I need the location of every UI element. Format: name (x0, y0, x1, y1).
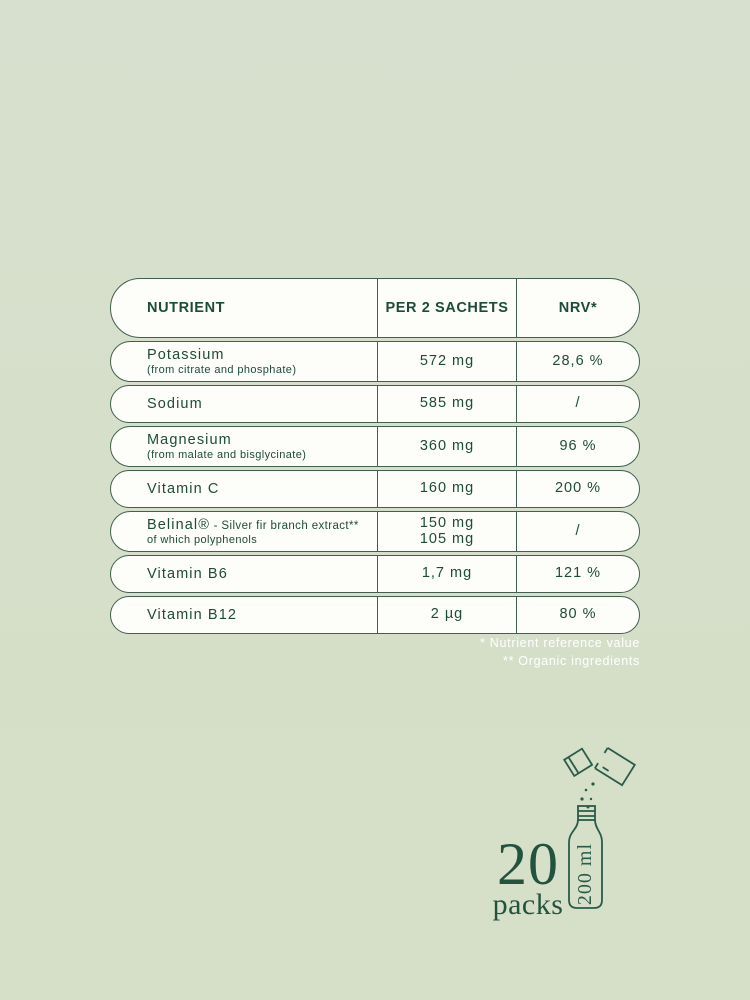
nrv-value: 28,6 % (552, 352, 604, 369)
table-row (110, 426, 640, 467)
nutrient-cell (111, 471, 377, 507)
sachet-icon-right (595, 748, 635, 785)
table-row (110, 555, 640, 593)
amount-cell (377, 512, 516, 551)
nrv-cell (516, 342, 639, 381)
nrv-cell (516, 512, 639, 551)
amount-cell (377, 342, 516, 381)
nrv-cell (516, 427, 639, 466)
table-header-row (110, 278, 640, 338)
nutrient-name: Vitamin B6 (147, 565, 228, 582)
nutrient-subtext: of which polyphenols (147, 533, 258, 546)
amount-value: 160 mg (419, 480, 475, 497)
table-row (110, 470, 640, 508)
amount-value: 572 mg (419, 352, 475, 369)
nutrient-name: Vitamin C (147, 480, 220, 497)
amount-value: 585 mg (419, 395, 475, 412)
pack-count-number: 20 (497, 831, 559, 897)
nutrient-cell (111, 386, 377, 422)
nutrient-cell (111, 427, 377, 466)
header-nutrient-label: NUTRIENT (147, 300, 226, 316)
nutrition-table (110, 278, 640, 637)
nrv-value: / (575, 522, 581, 539)
nutrient-suffix: - Silver fir branch extract** (210, 519, 359, 532)
amount-cell (377, 471, 516, 507)
nrv-value: 96 % (559, 437, 597, 454)
bottle-cap-icon (578, 806, 595, 820)
amount-cell (377, 597, 516, 633)
nutrient-cell (111, 342, 377, 381)
nrv-value: 121 % (554, 565, 602, 582)
nutrition-rows (110, 341, 640, 634)
amount-value: 360 mg (419, 437, 475, 454)
amount-cell (377, 386, 516, 422)
amount-value: 2 µg (430, 606, 464, 623)
nrv-cell (516, 597, 639, 633)
nutrient-name: Potassium (147, 346, 225, 363)
nutrient-name: Vitamin B12 (147, 606, 238, 623)
nrv-cell (516, 556, 639, 592)
nrv-cell (516, 471, 639, 507)
bottle-illustration (545, 733, 665, 933)
nutrient-name: Sodium (147, 395, 203, 412)
amount-value: 1,7 mg (421, 565, 473, 582)
nutrient-cell (111, 556, 377, 592)
amount-cell (377, 427, 516, 466)
table-row (110, 341, 640, 382)
nrv-value: 80 % (559, 606, 597, 623)
sachet-icon-left (564, 749, 592, 776)
nrv-value: / (575, 395, 581, 412)
table-row (110, 385, 640, 423)
footnote-organic: ** Organic ingredients (503, 654, 640, 669)
powder-dots-icon (580, 782, 594, 808)
table-row (110, 511, 640, 552)
footnote-nrv: * Nutrient reference value (480, 636, 640, 650)
table-row (110, 596, 640, 634)
bottle-volume-label: 200 ml (574, 842, 596, 906)
nrv-value: 200 % (554, 480, 602, 497)
footnotes (110, 634, 640, 670)
pack-count-unit: packs (492, 888, 564, 921)
nutrient-subtext: (from malate and bisglycinate) (147, 448, 307, 461)
nutrient-cell (111, 512, 377, 551)
nutrient-subtext: (from citrate and phosphate) (147, 363, 297, 376)
nutrient-name: Magnesium (147, 431, 232, 448)
amount-value-2: 105 mg (419, 530, 475, 547)
header-per-2-sachets-label: PER 2 SACHETS (385, 300, 509, 316)
header-nrv-label: NRV* (558, 300, 598, 316)
header-per-2-sachets (377, 279, 516, 337)
header-nrv (516, 279, 639, 337)
nrv-cell (516, 386, 639, 422)
header-nutrient (111, 279, 377, 337)
amount-value: 150 mg (419, 514, 475, 531)
nutrient-name: Belinal® - Silver fir branch extract** (147, 516, 359, 533)
nutrient-cell (111, 597, 377, 633)
amount-cell (377, 556, 516, 592)
